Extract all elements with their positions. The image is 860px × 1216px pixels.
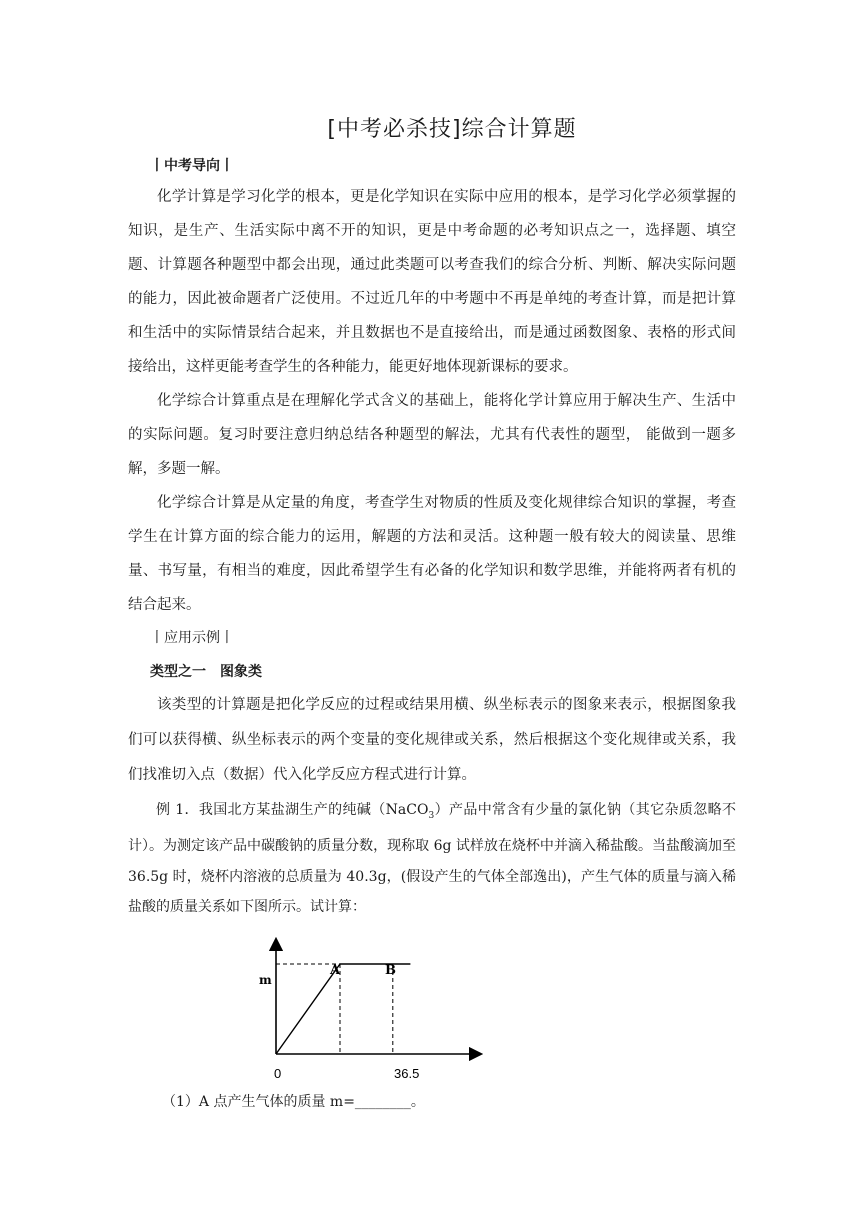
x-tick-label-36-5: 36.5 — [394, 1066, 420, 1080]
section-heading-guidance: 丨中考导向丨 — [150, 158, 234, 174]
question-1: （1）A 点产生气体的质量 m=________。 — [162, 1094, 425, 1110]
type-heading: 类型之一 图象类 — [150, 664, 262, 680]
page-title: [中考必杀技]综合计算题 — [327, 117, 577, 142]
y-tick-label-m: m — [259, 973, 272, 987]
example-1-text — [128, 795, 736, 923]
gas-mass-chart — [248, 928, 498, 1080]
paragraph-focus: 化学综合计算重点是在理解化学式含义的基础上，能将化学计算应用于解决生产、生活中的实际问题。复习时要注意归纳总结各种题型的解法，尤其有代表性的题型， 能做到一题多解，多题一解。 — [128, 393, 736, 477]
paragraph-quantitative: 化学综合计算是从定量的角度，考查学生对物质的性质及变化规律综合知识的掌握，考查学生在计算方面的综合能力的运用，解题的方法和灵活。这种题一般有较大的阅读量、思维量、书写量，有相当的难度，因此希望学生有必备的化学知识和数学思维，并能将两者有机的结合起来。 — [128, 495, 736, 613]
point-label-a: A — [330, 963, 341, 978]
example-1-part2: ）产品中常含有少量的氯化钠（其它杂质忽略不计）。为测定该产品中碳酸钠的质量分数，现称取 6g 试样放在烧杯中并滴入稀盐酸。当盐酸滴加至 36.5g 时，烧杯内溶液的总质量为 40.3g，(假设产生的气体全部逸出)，产生气体的质量与滴入稀盐酸的质量关系如下图所示。试计算： — [128, 802, 736, 916]
paragraph-type-description: 该类型的计算题是把化学反应的过程或结果用横、纵坐标表示的图象来表示，根据图象我们可以获得横、纵坐标表示的两个变量的变化规律或关系，然后根据这个变化规律或关系，我们找准切入点（数据）代入化学反应方程式进行计算。 — [128, 697, 736, 783]
point-label-b: B — [385, 963, 396, 978]
subscript-3: 3 — [428, 810, 435, 821]
section-heading-examples: 丨应用示例丨 — [150, 630, 234, 646]
example-1-part1: 例 1．我国北方某盐湖生产的纯碱（NaCO — [156, 802, 429, 818]
x-tick-label-0: 0 — [274, 1066, 282, 1080]
paragraph-intro: 化学计算是学习化学的根本，更是化学知识在实际中应用的根本，是学习化学必须掌握的知识，是生产、生活实际中离不开的知识，更是中考命题的必考知识点之一，选择题、填空题、计算题各种题型中都会出现，通过此类题可以考查我们的综合分析、判断、解决实际问题的能力，因此被命题者广泛使用。不过近几年的中考题中不再是单纯的考查计算，而是把计算和生活中的实际情景结合起来，并且数据也不是直接给出，而是通过函数图象、表格的形式间接给出，这样更能考查学生的各种能力，能更好地体现新课标的要求。 — [128, 189, 736, 375]
